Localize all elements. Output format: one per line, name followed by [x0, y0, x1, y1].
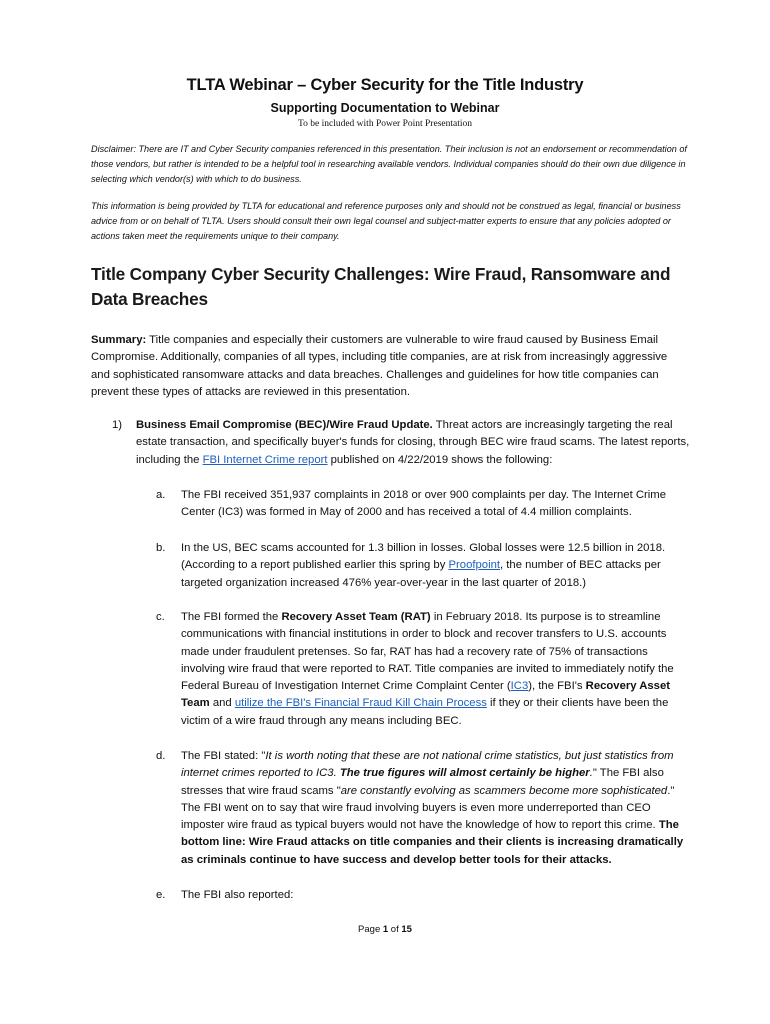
summary-label: Summary: — [91, 334, 147, 346]
sub-item-b-label: b. — [156, 542, 166, 554]
sub-item-c-text-4: and — [209, 697, 235, 710]
footer-page-total: 15 — [401, 924, 412, 935]
sub-item-d-label: d. — [156, 750, 166, 762]
fraud-kill-chain-link[interactable]: utilize the FBI's Financial Fraud Kill Chain Process — [234, 697, 487, 710]
summary-paragraph — [91, 332, 689, 401]
sub-item-b-text-end: , the number of BEC attacks per targeted organization increased 476% year-over-year in the last quarter of 2018.) — [181, 559, 661, 589]
summary-text: Title companies and especially their customers are vulnerable to wire fraud caused by Business Email Compromise. Additionally, companies of all types, including title companies, are at risk from increasingly aggressive and sophisticated ransomware attacks and data breaches. Challenges and guidelines for how title companies can prevent these types of attacks are reviewed in this presentation. — [91, 334, 668, 398]
sub-item-d-italic-3: are constantly evolving as scammers become more sophisticated — [340, 784, 668, 797]
sub-item-a-text: The FBI received 351,937 complaints in 2018 or over 900 complaints per day. The Internet Crime Center (IC3) was formed in May of 2000 and has received a total of 4.4 million complaints. — [181, 489, 666, 519]
recovery-asset-team-bold: Recovery Asset Team (RAT) — [281, 611, 431, 623]
sub-item-d-text-1: The FBI stated: " — [181, 750, 266, 762]
document-title: TLTA Webinar – Cyber Security for the Title Industry — [186, 76, 584, 94]
sub-item-e-text: The FBI also reported: — [181, 889, 294, 901]
sub-item-d-italic-2: . — [589, 767, 593, 780]
info-paragraph: This information is being provided by TLTA for educational and reference purposes only and should not be construed as legal, financial or business advice from or on behalf of TLTA. Users should consult their own legal counsel and subject-matter experts to ensure that any policies adopted or actions taken meet the requirements unique to their company. — [91, 201, 681, 241]
list-item-1-heading: Business Email Compromise (BEC)/Wire Fraud Update. — [136, 419, 433, 431]
list-item-1-number: 1) — [112, 419, 123, 431]
section-heading: Title Company Cyber Security Challenges: Wire Fraud, Ransomware and Data Breaches — [91, 264, 671, 309]
sub-item-b — [156, 540, 686, 592]
sub-item-c-text-2: in February 2018. Its purpose is to streamline communications with financial institutions in order to block and recover transfers to U.S. accounts made under fraudulent pretenses. So far, RAT has had a recovery rate of 75% of transactions involving wire fraud that were reported to RAT. Title companies are invited to immediately notify the Federal Bureau of Investigation Internet Crime Complaint Center ( — [181, 611, 674, 693]
fbi-internet-crime-report-link[interactable]: FBI Internet Crime report — [202, 453, 328, 466]
sub-item-a-label: a. — [156, 489, 166, 501]
sub-item-c-label: c. — [156, 611, 165, 623]
page-footer — [0, 924, 770, 935]
sub-item-c — [156, 609, 686, 730]
sub-item-d-text-3: ." The FBI went on to say that wire fraud involving buyers is even more underreported than CEO imposter wire fraud as typical buyers would not have the knowledge of how to report this crime. — [181, 784, 675, 832]
recovery-asset-team-bold-2: Recovery Asset Team — [181, 680, 671, 710]
sub-item-d-text-2: " The FBI also stresses that wire fraud scams " — [181, 767, 664, 797]
bottom-line-bold: The bottom line: Wire Fraud attacks on title companies and their clients is increasing dramatically as criminals continue to have success and develop better tools for their attacks. — [181, 819, 684, 866]
sub-item-d — [156, 748, 686, 869]
sub-item-e-label: e. — [156, 889, 166, 901]
disclaimer-paragraph: Disclaimer: There are IT and Cyber Security companies referenced in this presentation. Their inclusion is not an endorsement or recommendation of those vendors, but rather is intended to be a helpful tool in researching available vendors. Individual companies should do their own due diligence in selecting which vendor(s) with which to do business. — [91, 144, 687, 184]
list-item-1-text: Threat actors are increasingly targeting the real estate transaction, and specifically buyer's funds for closing, through BEC wire fraud scams. The latest reports, including the — [136, 419, 690, 466]
sub-item-c-text-5: if they or their clients have been the victim of a wire fraud through any means including BEC. — [181, 697, 669, 727]
document-subtitle: Supporting Documentation to Webinar — [270, 101, 500, 115]
sub-item-b-text: In the US, BEC scams accounted for 1.3 billion in losses. Global losses were 12.5 billion in 2018. (According to a report published earlier this spring by — [181, 542, 666, 572]
footer-page-current: 1 — [382, 924, 389, 935]
list-item-1 — [112, 417, 692, 469]
sub-item-d-italic-1: It is worth noting that these are not national crime statistics, but just statistics from internet crimes reported to IC3. — [181, 750, 674, 780]
ic3-link[interactable]: IC3 — [510, 680, 529, 693]
sub-item-c-text-3: ), the FBI's — [528, 680, 586, 693]
footer-page-word: Page — [358, 924, 383, 935]
sub-item-d-bold-italic: The true figures will almost certainly be higher — [339, 767, 590, 780]
list-item-1-text-end: published on 4/22/2019 shows the following: — [327, 453, 553, 466]
footer-of-word: of — [388, 924, 402, 935]
sub-item-a — [156, 487, 686, 522]
document-note: To be included with Power Point Presentation — [297, 119, 472, 129]
proofpoint-link[interactable]: Proofpoint — [448, 559, 500, 572]
sub-item-c-text-1: The FBI formed the — [181, 611, 282, 623]
sub-item-e — [156, 887, 686, 904]
